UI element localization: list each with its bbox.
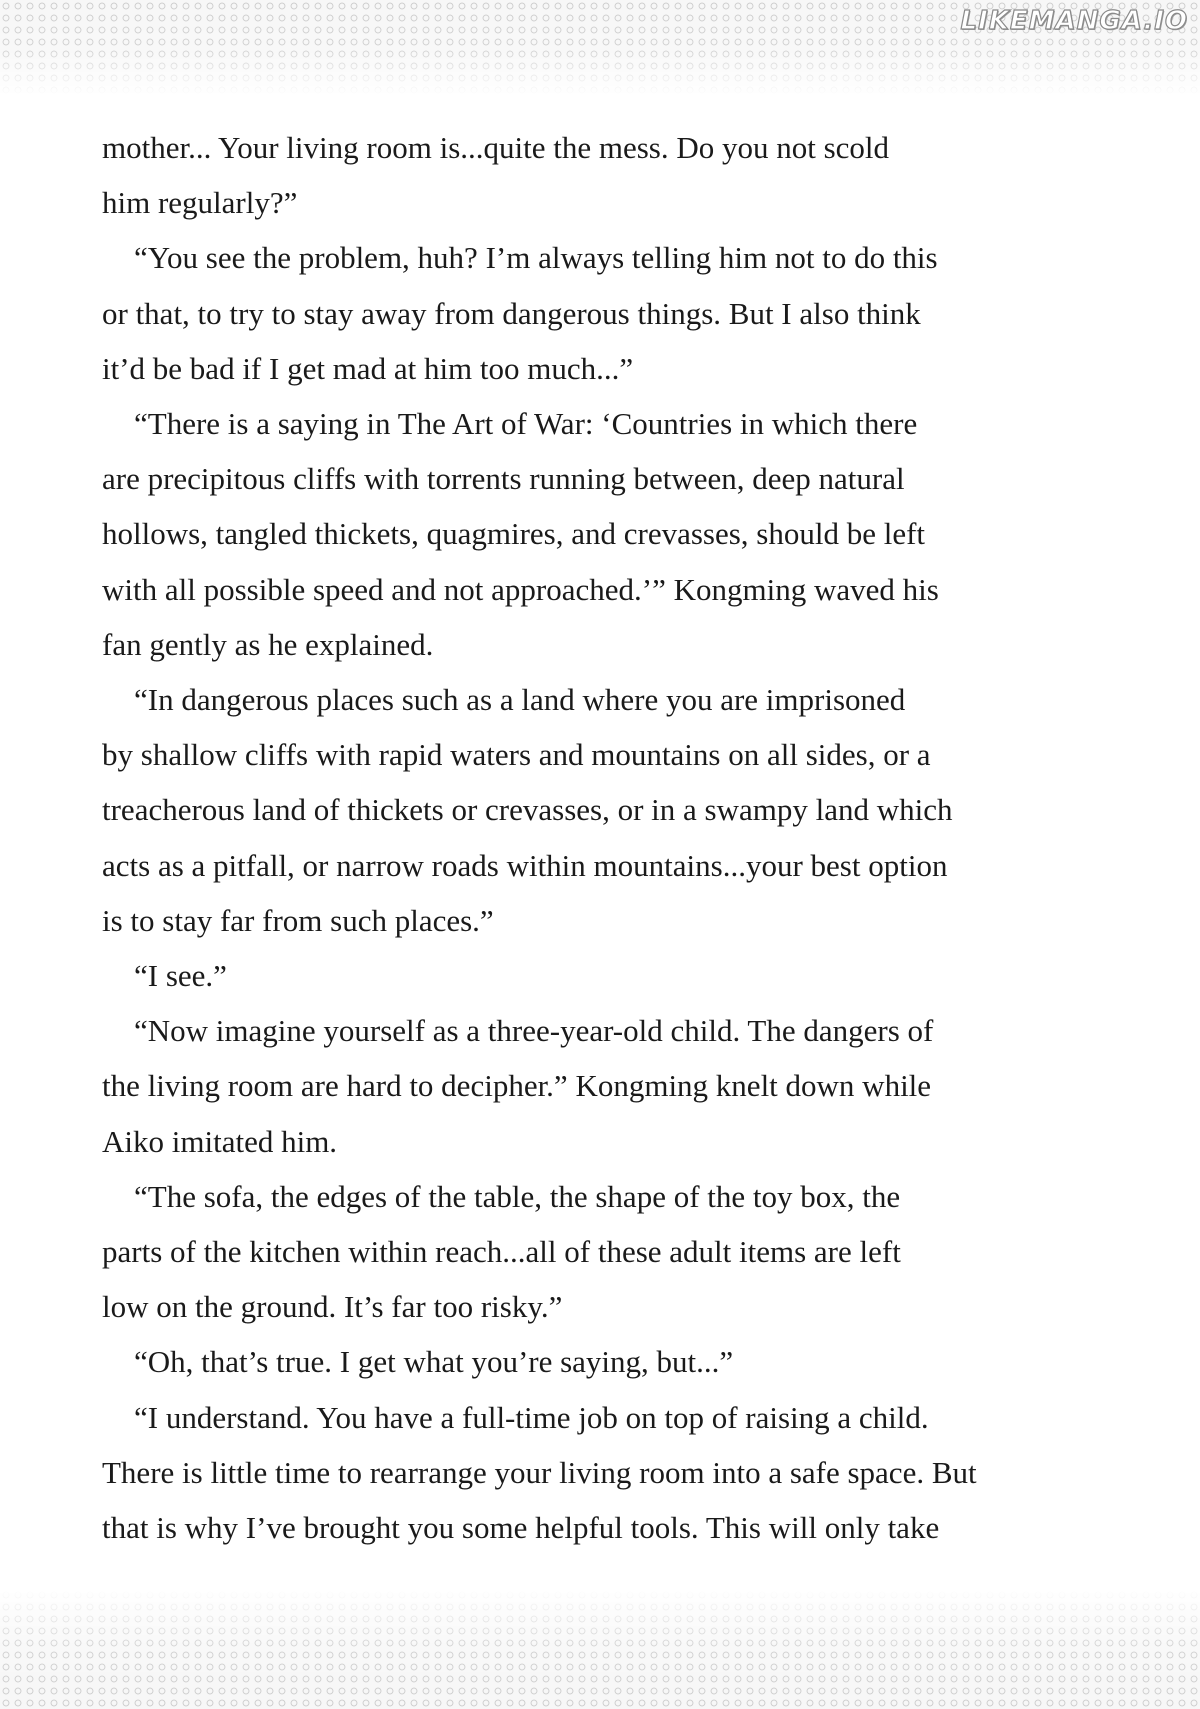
text-line: There is little time to rearrange your living room into a safe space. But bbox=[102, 1454, 977, 1490]
text-line: him regularly?” bbox=[102, 185, 298, 221]
text-line: with all possible speed and not approached.’” Kongming waved his bbox=[102, 571, 939, 607]
text-line: is to stay far from such places.” bbox=[102, 902, 494, 938]
text-line: low on the ground. It’s far too risky.” bbox=[102, 1289, 563, 1325]
text-line: “I understand. You have a full-time job on top of raising a child. bbox=[134, 1399, 929, 1435]
bottom-dot-pattern bbox=[0, 1589, 1200, 1709]
text-line: treacherous land of thickets or crevasses, or in a swampy land which bbox=[102, 792, 953, 828]
text-line: “In dangerous places such as a land where you are imprisoned bbox=[134, 682, 906, 718]
text-line: mother... Your living room is...quite the mess. Do you not scold bbox=[102, 130, 890, 165]
text-line: the living room are hard to decipher.” Kongming knelt down while bbox=[102, 1068, 932, 1104]
text-line: “Now imagine yourself as a three-year-old child. The dangers of bbox=[134, 1013, 934, 1049]
text-line: are precipitous cliffs with torrents running between, deep natural bbox=[102, 461, 905, 497]
text-line: “I see.” bbox=[134, 958, 227, 994]
text-line: that is why I’ve brought you some helpful tools. This will only take bbox=[102, 1510, 940, 1546]
text-line: acts as a pitfall, or narrow roads within mountains...your best option bbox=[102, 847, 948, 883]
text-line: it’d be bad if I get mad at him too much...” bbox=[102, 350, 634, 386]
page-body-text bbox=[102, 120, 1102, 1555]
site-watermark: LIKEMANGA.IO bbox=[960, 6, 1188, 36]
text-line: by shallow cliffs with rapid waters and mountains on all sides, or a bbox=[102, 737, 931, 773]
text-line: hollows, tangled thickets, quagmires, and crevasses, should be left bbox=[102, 516, 926, 552]
text-line: “Oh, that’s true. I get what you’re saying, but...” bbox=[134, 1344, 734, 1380]
text-line: Aiko imitated him. bbox=[102, 1123, 338, 1159]
text-line: “There is a saying in The Art of War: ‘Countries in which there bbox=[134, 406, 918, 442]
text-line: parts of the kitchen within reach...all of these adult items are left bbox=[102, 1234, 901, 1270]
text-line: “You see the problem, huh? I’m always telling him not to do this bbox=[134, 240, 938, 276]
text-line: fan gently as he explained. bbox=[102, 626, 434, 662]
text-line: or that, to try to stay away from dangerous things. But I also think bbox=[102, 295, 921, 331]
text-line: “The sofa, the edges of the table, the shape of the toy box, the bbox=[134, 1178, 901, 1214]
